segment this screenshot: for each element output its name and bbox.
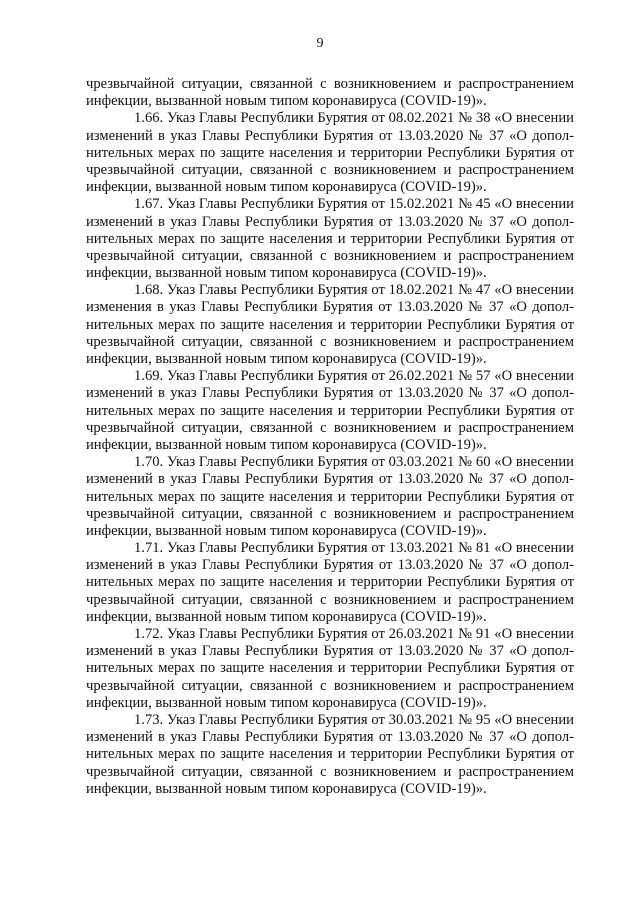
- text-line: изменений в указ Главы Республики Бурятия от 13.03.2020 № 37 «О допол-: [86, 127, 574, 144]
- text-line: 1.70. Указ Главы Республики Бурятия от 03.03.2021 № 60 «О внесении: [134, 454, 574, 471]
- text-line: нительных мерах по защите населения и территории Республики Бурятия от: [86, 402, 574, 419]
- text-line: 1.69. Указ Главы Республики Бурятия от 26.02.2021 № 57 «О внесении: [134, 368, 574, 385]
- text-line: инфекции, вызванной новым типом коронавируса (COVID-19)».: [86, 93, 487, 110]
- text-line: нительных мерах по защите населения и территории Республики Бурятия от: [86, 660, 574, 677]
- text-line: изменений в указ Главы Республики Бурятия от 13.03.2020 № 37 «О допол-: [86, 643, 574, 660]
- text-line: нительных мерах по защите населения и территории Республики Бурятия от: [86, 230, 574, 247]
- text-line: 1.72. Указ Главы Республики Бурятия от 26.03.2021 № 91 «О внесении: [134, 626, 574, 642]
- text-line: чрезвычайной ситуации, связанной с возникновением и распространением: [86, 677, 574, 694]
- text-line: изменений в указ Главы Республики Бурятия от 13.03.2020 № 37 «О допол-: [86, 213, 574, 230]
- text-line: 1.67. Указ Главы Республики Бурятия от 15.02.2021 № 45 «О внесении: [134, 196, 574, 213]
- text-line: нительных мерах по защите населения и территории Республики Бурятия от: [86, 316, 574, 333]
- text-line: 1.66. Указ Главы Республики Бурятия от 08.02.2021 № 38 «О внесении: [134, 110, 574, 127]
- text-line: изменений в указ Главы Республики Бурятия от 13.03.2020 № 37 «О допол-: [86, 385, 574, 402]
- text-line: нительных мерах по защите населения и территории Республики Бурятия от: [86, 144, 574, 161]
- text-line: изменений в указ Главы Республики Бурятия от 13.03.2020 № 37 «О допол-: [86, 729, 574, 746]
- text-line: инфекции, вызванной новым типом коронавируса (COVID-19)».: [86, 608, 487, 625]
- text-line: чрезвычайной ситуации, связанной с возникновением и распространением: [86, 419, 574, 436]
- text-line: чрезвычайной ситуации, связанной с возникновением и распространением: [86, 161, 574, 178]
- text-line: инфекции, вызванной новым типом коронавируса (COVID-19)».: [86, 522, 487, 539]
- text-line: чрезвычайной ситуации, связанной с возникновением и распространением: [86, 333, 574, 350]
- text-line: изменения в указ Главы Республики Бурятия от 13.03.2020 № 37 «О допол-: [86, 299, 574, 316]
- text-line: нительных мерах по защите населения и территории Республики Бурятия от: [86, 746, 574, 763]
- text-line: инфекции, вызванной новым типом коронавируса (COVID-19)».: [86, 265, 487, 282]
- document-body: [86, 76, 574, 798]
- text-line: чрезвычайной ситуации, связанной с возникновением и распространением: [86, 76, 574, 92]
- page-number: 9: [316, 36, 324, 51]
- text-line: 1.68. Указ Главы Республики Бурятия от 18.02.2021 № 47 «О внесении: [134, 282, 574, 299]
- text-line: изменений в указ Главы Республики Бурятия от 13.03.2020 № 37 «О допол-: [86, 557, 574, 574]
- text-line: инфекции, вызванной новым типом коронавируса (COVID-19)».: [86, 179, 487, 196]
- text-line: чрезвычайной ситуации, связанной с возникновением и распространением: [86, 505, 574, 522]
- text-line: инфекции, вызванной новым типом коронавируса (COVID-19)».: [86, 780, 487, 797]
- text-line: нительных мерах по защите населения и территории Республики Бурятия от: [86, 488, 574, 505]
- text-line: нительных мерах по защите населения и территории Республики Бурятия от: [86, 574, 574, 591]
- text-line: чрезвычайной ситуации, связанной с возникновением и распространением: [86, 591, 574, 608]
- text-line: инфекции, вызванной новым типом коронавируса (COVID-19)».: [86, 436, 487, 453]
- text-line: чрезвычайной ситуации, связанной с возникновением и распространением: [86, 247, 574, 264]
- text-line: изменений в указ Главы Республики Бурятия от 13.03.2020 № 37 «О допол-: [86, 471, 574, 488]
- text-line: чрезвычайной ситуации, связанной с возникновением и распространением: [86, 763, 574, 780]
- text-line: инфекции, вызванной новым типом коронавируса (COVID-19)».: [86, 351, 487, 367]
- text-line: 1.71. Указ Главы Республики Бурятия от 13.03.2021 № 81 «О внесении: [134, 540, 574, 557]
- text-line: 1.73. Указ Главы Республики Бурятия от 30.03.2021 № 95 «О внесении: [134, 711, 574, 728]
- text-line: инфекции, вызванной новым типом коронавируса (COVID-19)».: [86, 694, 487, 711]
